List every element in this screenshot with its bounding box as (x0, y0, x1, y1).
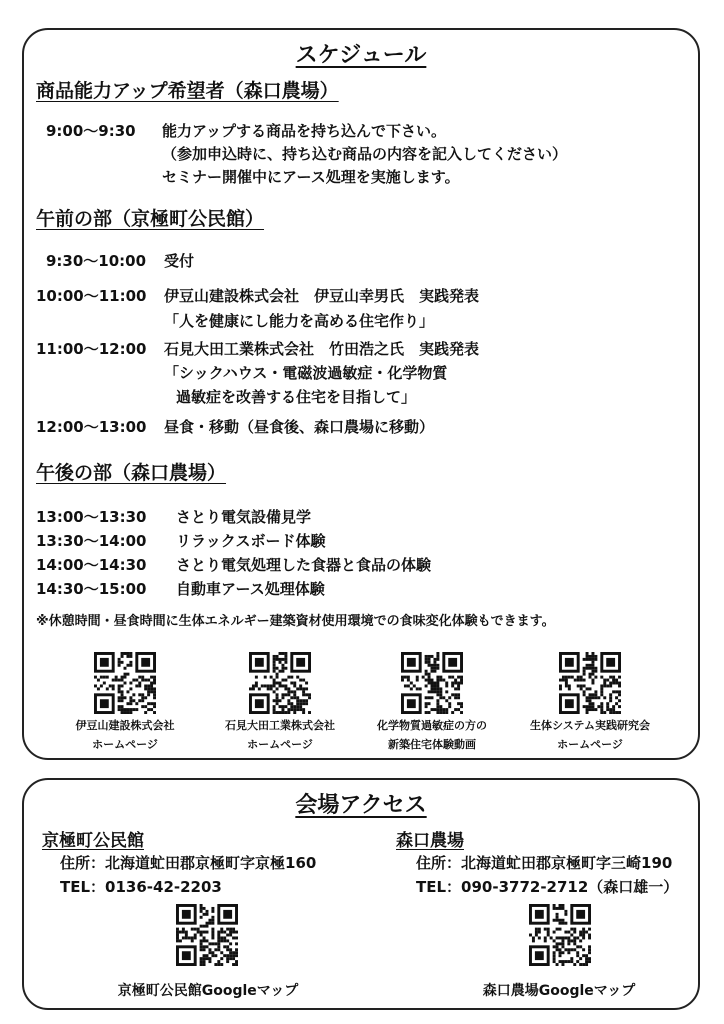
venue-tel[interactable]: TEL：0136-42-2203 (60, 878, 222, 896)
note-text: ※休憩時間・昼食時間に生体エネルギー建築資材使用環境での食味変化体験もできます。 (36, 614, 555, 629)
schedule-desc: リラックスボード体験 (176, 532, 326, 550)
schedule-desc-cont: セミナー開催中にアース処理を実施します。 (162, 168, 460, 186)
schedule-desc: 昼食・移動（昼食後、森口農場に移動） (164, 418, 435, 436)
venue-name: 京極町公民館 (42, 831, 144, 851)
schedule-desc-cont: 「シックハウス・電磁波過敏症・化学物質 (164, 364, 448, 382)
schedule-time: 11:00〜12:00 (36, 340, 147, 358)
schedule-time: 9:30〜10:00 (46, 252, 147, 270)
schedule-desc: 石見大田工業株式会社 竹田浩之氏 実践発表 (164, 340, 480, 358)
qr-code-icon[interactable] (176, 904, 238, 966)
schedule-time: 13:00〜13:30 (36, 508, 147, 526)
schedule-desc-cont: （参加申込時に、持ち込む商品の内容を記入してください） (162, 145, 568, 163)
qr-caption: 生体システム実践研究会 ホームページ (530, 719, 650, 751)
schedule-desc: 能力アップする商品を持ち込んで下さい。 (162, 122, 446, 140)
qr-caption: 伊豆山建設株式会社 ホームページ (75, 719, 175, 751)
section-title-product: 商品能力アップ希望者（森口農場） (36, 80, 339, 102)
qr-code-icon[interactable] (559, 652, 621, 714)
schedule-time: 14:00〜14:30 (36, 556, 147, 574)
venue-address: 住所：北海道虻田郡京極町字京極160 (60, 854, 317, 872)
venue-address: 住所：北海道虻田郡京極町字三崎190 (416, 854, 673, 872)
schedule-time: 9:00〜9:30 (46, 122, 136, 140)
schedule-time: 10:00〜11:00 (36, 287, 147, 305)
venue-tel[interactable]: TEL：090-3772-2712（森口雄一） (416, 878, 679, 896)
schedule-desc: さとり電気設備見学 (176, 508, 312, 526)
schedule-time: 13:30〜14:00 (36, 532, 147, 550)
qr-caption: 化学物質過敏症の方の 新築住宅体験動画 (377, 719, 487, 751)
schedule-desc: 自動車アース処理体験 (176, 580, 325, 598)
qr-code-icon[interactable] (249, 652, 311, 714)
qr-code-icon[interactable] (401, 652, 463, 714)
qr-code-icon[interactable] (94, 652, 156, 714)
schedule-desc: 伊豆山建設株式会社 伊豆山幸男氏 実践発表 (164, 287, 480, 305)
schedule-panel (22, 28, 700, 760)
map-caption: 森口農場Googleマップ (482, 983, 636, 999)
map-caption: 京極町公民館Googleマップ (117, 983, 299, 999)
schedule-desc-cont: 過敏症を改善する住宅を目指して」 (176, 388, 417, 406)
venue-name: 森口農場 (396, 831, 464, 851)
access-title: 会場アクセス (295, 793, 427, 818)
schedule-desc: さとり電気処理した食器と食品の体験 (176, 556, 432, 574)
qr-caption: 石見大田工業株式会社 ホームページ (225, 719, 335, 751)
schedule-desc-cont: 「人を健康にし能力を高める住宅作り」 (164, 312, 435, 330)
access-panel (22, 778, 700, 1010)
schedule-desc: 受付 (164, 252, 195, 270)
qr-code-icon[interactable] (529, 904, 591, 966)
schedule-time: 14:30〜15:00 (36, 580, 147, 598)
section-title-morning: 午前の部（京極町公民館） (36, 208, 265, 230)
section-title-afternoon: 午後の部（森口農場） (36, 462, 227, 484)
schedule-title: スケジュール (295, 43, 427, 68)
schedule-time: 12:00〜13:00 (36, 418, 147, 436)
